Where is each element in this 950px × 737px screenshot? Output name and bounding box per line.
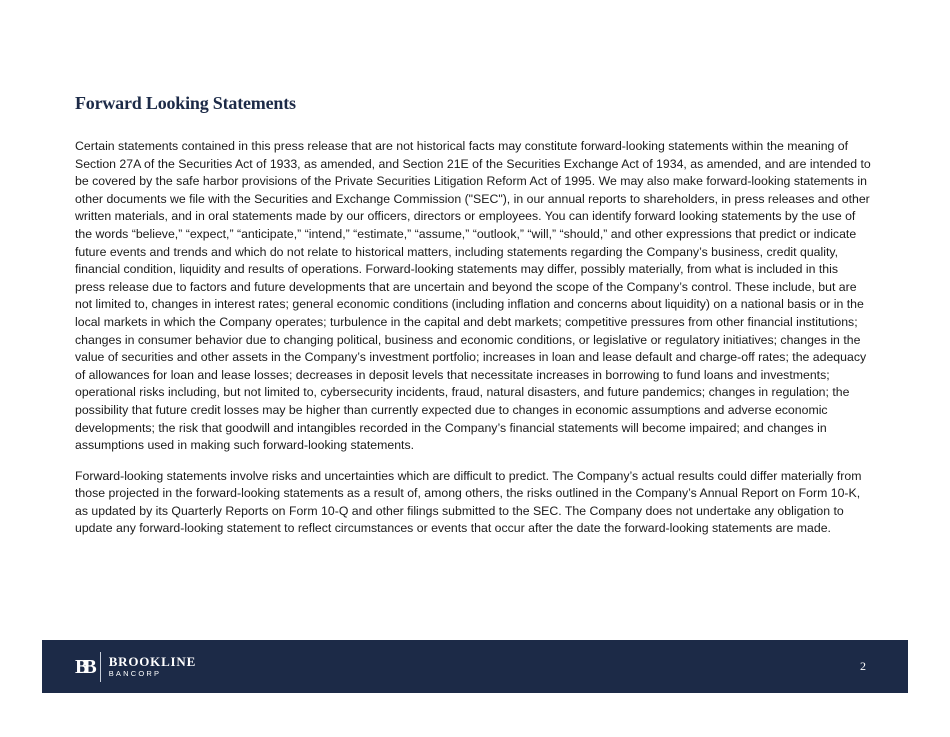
logo-mark-icon: BB (75, 655, 92, 678)
logo-subtitle: BANCORP (108, 669, 162, 678)
paragraph-2: Forward-looking statements involve risks and uncertainties which are difficult to predict. The Company’s actual results could differ materially from those projected in the forward-looking statements as a result of, among others, the risks outlined in the Company’s Annual Report on Form 10-K, as updated by its Quarterly Reports on Form 10-Q and other filings submitted to the SEC. The Company does not undertake any obligation to update any forward-looking statement to reflect circumstances or events that occur after the date the forward-looking statements are made. (75, 468, 862, 536)
logo-name: BROOKLINE (108, 654, 197, 669)
brookline-logo (75, 651, 196, 683)
logo-text (109, 655, 196, 679)
logo-divider (100, 652, 101, 682)
paragraph-1: Certain statements contained in this press release that are not historical facts may constitute forward-looking statements within the meaning of Section 27A of the Securities Act of 1933, as amended, and Section 21E of the Securities Exchange Act of 1934, as amended, and are intended to be covered by the safe harbor provisions of the Private Securities Litigation Reform Act of 1995. We may also make forward-looking statements in other documents we file with the Securities and Exchange Commission ("SEC"), in our annual reports to shareholders, in press releases and other written materials, and in oral statements made by our officers, directors or employees. You can identify forward looking statements by the use of the words “believe,” “expect,” “anticipate,” “intend,” “estimate,” “assume,” “outlook,” “will,” “should,” and other expressions that predict or indicate future events and trends and which do not relate to historical matters, including statements regarding the Company’s business, credit quality, financial condition, liquidity and results of operations. Forward-looking statements may differ, possibly materially, from what is included in this press release due to factors and future developments that are uncertain and beyond the scope of the Company’s control. These include, but are not limited to, changes in interest rates; general economic conditions (including inflation and concerns about liquidity) on a national basis or in the local markets in which the Company operates; turbulence in the capital and debt markets; competitive pressures from other financial institutions; changes in consumer behavior due to changing political, business and economic conditions, or legislative or regulatory initiatives; changes in the value of securities and other assets in the Company’s investment portfolio; increases in loan and lease default and charge-off rates; the adequacy of allowances for loan and lease losses; decreases in deposit levels that necessitate increases in borrowing to fund loans and investments; operational risks including, but not limited to, cybersecurity incidents, fraud, natural disasters, and future pandemics; changes in regulation; the possibility that future credit losses may be higher than currently expected due to changes in economic assumptions and adverse economic developments; the risk that goodwill and intangibles recorded in the Company’s financial statements will become impaired; and changes in assumptions used in making such forward-looking statements. (75, 139, 871, 453)
footer-bar (42, 640, 908, 693)
body-text (75, 138, 871, 551)
page-title: Forward Looking Statements (75, 93, 296, 113)
page-number: 2 (860, 659, 866, 673)
